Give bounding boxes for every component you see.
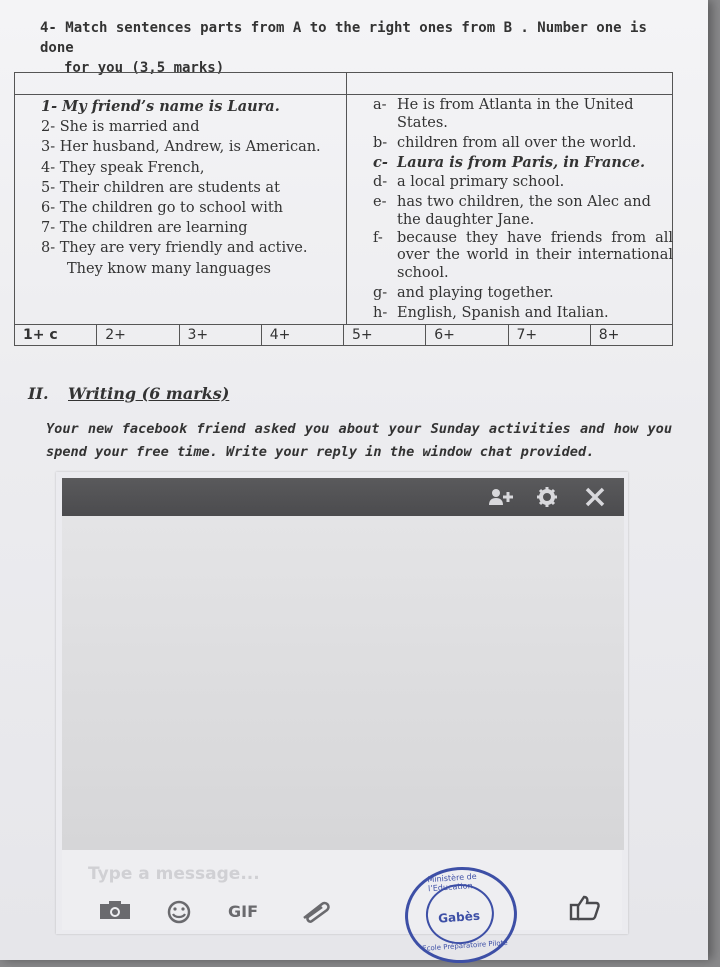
list-item: 6- The children go to school with xyxy=(41,200,284,217)
thumbs-up-icon[interactable] xyxy=(568,894,604,926)
writing-instructions: Your new facebook friend asked you about your Sunday activities and how you spend your free time. Write your reply in the window chat provided. xyxy=(46,421,672,460)
answer-cell[interactable]: 4+ xyxy=(262,325,344,345)
answer-row xyxy=(15,325,672,345)
close-icon[interactable] xyxy=(584,486,606,514)
chat-window xyxy=(56,472,628,934)
add-people-icon[interactable] xyxy=(486,486,516,514)
list-item: e- has two children, the son Alec and the daughter Jane. xyxy=(373,193,651,228)
answer-cell[interactable]: 2+ xyxy=(97,325,179,345)
list-item: a- He is from Atlanta in the United States. xyxy=(373,97,634,131)
list-item: 5- Their children are students at xyxy=(41,179,280,196)
message-composer xyxy=(62,850,622,930)
stamp-bottom-text: Ecole Préparatoire Pilote xyxy=(421,938,508,953)
list-item: d- a local primary school. xyxy=(373,174,565,191)
stamp-center-text: Gabès xyxy=(437,908,481,926)
list-item: 1- My friend’s name is Laura. xyxy=(41,98,280,115)
list-item: f- because they have friends from all over the world in their international school. xyxy=(373,229,673,282)
list-item-continuation: They know many languages xyxy=(67,260,271,277)
answer-cell[interactable]: 1+ c xyxy=(15,325,97,345)
answer-cell[interactable]: 6+ xyxy=(426,325,508,345)
list-item: 8- They are very friendly and active. xyxy=(41,240,308,257)
question-4-title-line2: for you (3,5 marks) xyxy=(64,60,225,76)
section-number: II. xyxy=(28,384,49,403)
list-item: b- children from all over the world. xyxy=(373,134,637,151)
list-item: h- English, Spanish and Italian. xyxy=(373,304,609,321)
stamp-top-text: Ministère de l’Education xyxy=(427,871,477,894)
list-item: 7- The children are learning xyxy=(41,220,248,237)
list-item: g- and playing together. xyxy=(373,284,554,301)
answer-cell[interactable]: 8+ xyxy=(598,327,620,343)
smiley-icon[interactable] xyxy=(166,900,192,928)
list-item: 3- Her husband, Andrew, is American. xyxy=(41,139,321,156)
message-input[interactable]: Type a message... xyxy=(88,864,260,884)
section-2-heading xyxy=(28,384,229,403)
table-header-rule xyxy=(15,94,672,95)
section-title: Writing (6 marks) xyxy=(68,384,230,403)
matching-table xyxy=(14,72,673,346)
camera-icon[interactable] xyxy=(98,900,132,924)
question-4-title xyxy=(40,18,680,78)
list-item: 2- She is married and xyxy=(41,119,200,136)
gif-icon[interactable]: GIF xyxy=(228,902,259,921)
chat-header xyxy=(62,478,624,516)
question-4-title-line1: 4- Match sentences parts from A to the right ones from B . Number one is done xyxy=(40,20,647,56)
column-a xyxy=(41,97,341,279)
gear-icon[interactable] xyxy=(534,486,560,514)
list-item: 4- They speak French, xyxy=(41,159,205,176)
answer-cell[interactable]: 3+ xyxy=(180,325,262,345)
column-b xyxy=(373,97,673,323)
paperclip-icon[interactable] xyxy=(300,900,334,928)
answer-cell[interactable]: 7+ xyxy=(509,325,591,345)
list-item: c- Laura is from Paris, in France. xyxy=(373,154,646,172)
answer-cell[interactable]: 5+ xyxy=(344,325,426,345)
column-divider xyxy=(346,73,347,325)
chat-message-area[interactable] xyxy=(62,516,624,850)
